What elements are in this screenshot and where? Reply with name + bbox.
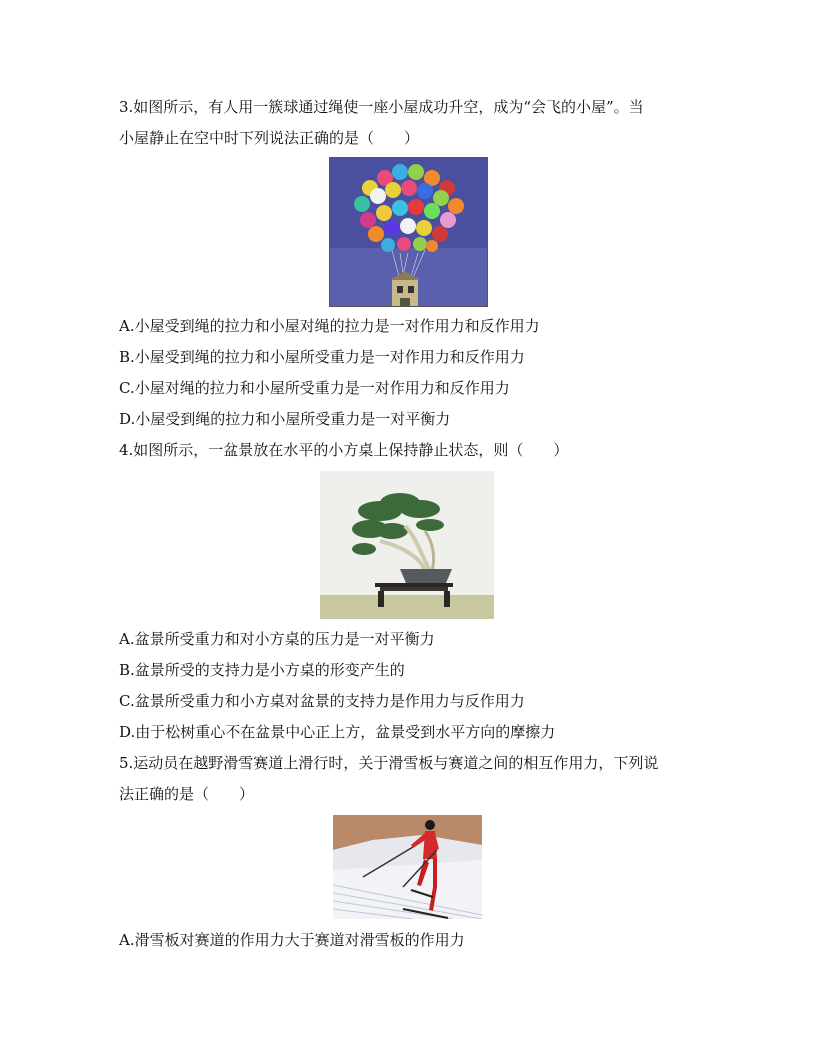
question-3-option-c: C.小屋对绳的拉力和小屋所受重力是一对作用力和反作用力 [119, 379, 510, 397]
question-3-stem-line-2: 小屋静止在空中时下列说法正确的是（ ） [119, 129, 420, 147]
question-3-option-b: B.小屋受到绳的拉力和小屋所受重力是一对作用力和反作用力 [119, 348, 525, 366]
question-4-option-a: A.盆景所受重力和对小方桌的压力是一对平衡力 [119, 630, 435, 648]
question-5-stem-line-2: 法正确的是（ ） [119, 785, 255, 803]
question-4-stem-line-1: 4.如图所示，一盆景放在水平的小方桌上保持静止状态，则（ ） [119, 441, 569, 459]
question-3-option-d: D.小屋受到绳的拉力和小屋所受重力是一对平衡力 [119, 410, 451, 428]
question-4-option-c: C.盆景所受重力和小方桌对盆景的支持力是作用力与反作用力 [119, 692, 525, 710]
question-5-option-a: A.滑雪板对赛道的作用力大于赛道对滑雪板的作用力 [119, 931, 465, 949]
question-4-option-b: B.盆景所受的支持力是小方桌的形变产生的 [119, 661, 405, 679]
balloon-house-photo [329, 157, 488, 307]
question-5-stem-line-1: 5.运动员在越野滑雪赛道上滑行时，关于滑雪板与赛道之间的相互作用力，下列说 [119, 754, 659, 772]
question-3-stem-line-1: 3.如图所示，有人用一簇球通过绳使一座小屋成功升空，成为“会飞的小屋”。当 [119, 98, 644, 116]
cross-country-skier-photo [333, 815, 482, 919]
question-3-option-a: A.小屋受到绳的拉力和小屋对绳的拉力是一对作用力和反作用力 [119, 317, 540, 335]
bonsai-on-table-photo [320, 471, 494, 619]
question-4-option-d: D.由于松树重心不在盆景中心正上方，盆景受到水平方向的摩擦力 [119, 723, 556, 741]
